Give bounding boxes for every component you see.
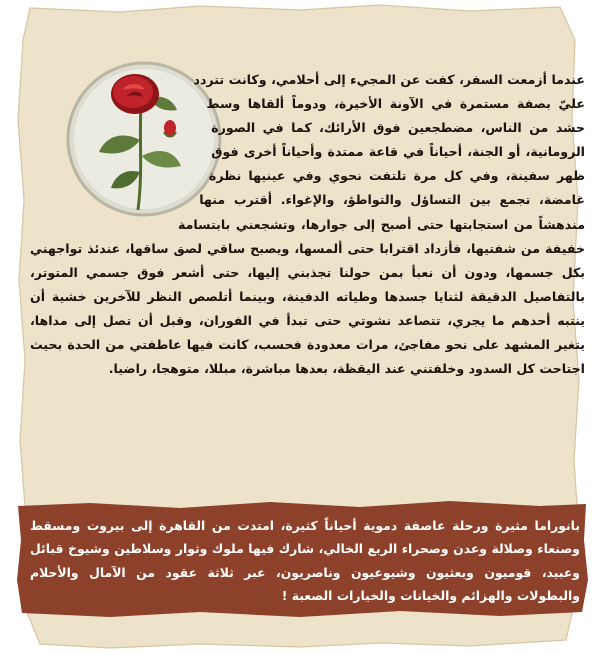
banner-text [30, 514, 580, 608]
rose-wrap-space [30, 56, 220, 221]
banner-paragraph: بانوراما مثيرة ورحلة عاصفة دموية أحياناً كثيرة، امتدت من القاهرة إلى بيروت ومسقط وصنعاء وصلالة وعدن وصحراء الربع الخالي، شارك فيها ملوك وثوار وسلاطين وشيوخ قبائل وعبيد، قوميون وبعثيون وشيوعيون وناصريون، عبر ثلاثة عقود من الآمال والأحلام والبطولات والهزائم والخيانات والخيارات الصعبة ! [30, 518, 580, 604]
story-paragraph: عندما أزمعت السفر، كفت عن المجيء إلى أحلامي، وكانت تتردد عليّ بصفة مستمرة في الآونة الأخيرة، ودوماً ألقاها وسط حشد من الناس، مضطجعين فوق الأرائك، كما في الصورة الرومانية، أو الجنة، أحياناً في قاعة ممتدة وأحياناً أخرى فوق ظهر سفينة، وفي كل مرة تلتفت نحوي وفي عينيها نظرة غامضة، تجمع بين التساؤل والتواطؤ، والإغواء. أقترب منها مندهشاً من استجابتها حتى أصبح إلى جوارها، وتشجعني بابتسامة خفيفة من شفتيها، فأزداد اقترابا حتى ألمسها، ويصبح ساقي لصق ساقها، عندئذ تواجهني بكل جسمها، ودون أن نعبأ بمن حولنا تجذبني إليها، حتى أشعر فوق جسمي المتوتر، بالتفاصيل الدقيقة لثنايا جسدها وطياته الدفينة، وبينما أتلصص النظر للآخرين خشية أن ينتبه أحدهم ما يجري، تتصاعد نشوتي حتى تبدأ في الفوران، وقبل أن تصل إلى مداها، يتغير المشهد على نحو مفاجئ، مرات معدودة فحسب، كانت فيها عاطفتي من الحدة بحيث اجتاحت كل السدود وخلفتني عند اليقظة، بعدها مباشرة، مبللا، متوهجا، راضيا. [30, 72, 585, 377]
story-text [30, 68, 585, 381]
